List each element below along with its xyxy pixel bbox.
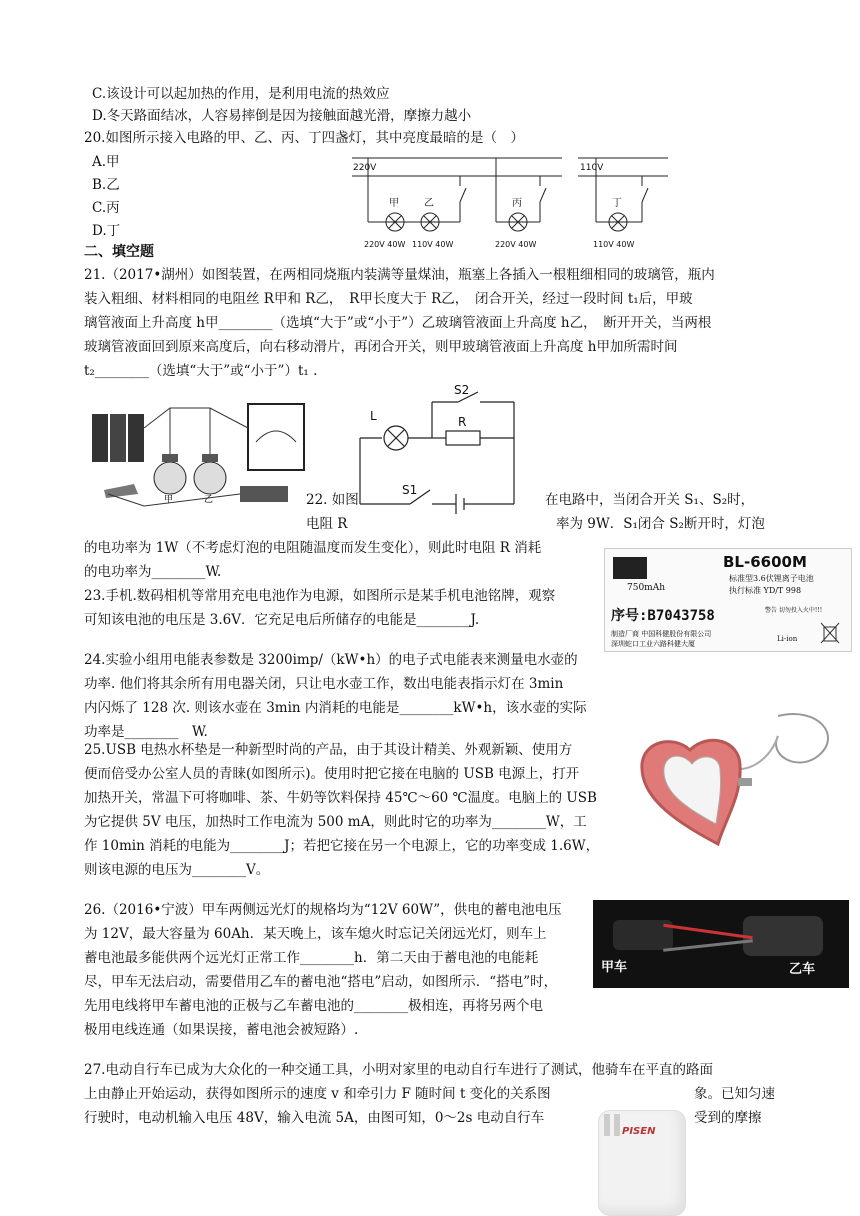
battery-warning: 警告 切勿投入火中!!!	[765, 607, 823, 614]
q20-rating-jia: 220V 40W	[364, 240, 406, 249]
q24-line-3: 内闪烁了 128 次. 则该水壶在 3min 内消耗的电能是________kW•h，该水壶的实际	[84, 700, 587, 716]
q21-line-4: 玻璃管液面回到原来高度后，向右移动滑片，再闭合开关，则甲玻璃管液面上升高度 h甲加所需时间	[84, 339, 678, 355]
q20-option-d: D.丁	[92, 223, 121, 239]
battery-type: 标准型3.6伏锂离子电池	[729, 574, 814, 583]
battery-standard: 执行标准 YD/T 998	[729, 586, 802, 595]
q21-line-3: 璃管液面上升高度 h甲________（选填“大于”或“小于”）乙玻璃管液面上升高度 h乙， 断开开关，当两根	[84, 315, 712, 331]
q22-fig-s1: S1	[402, 483, 418, 497]
q22-circuit-figure	[350, 380, 525, 514]
q20-rating-yi: 110V 40W	[412, 240, 454, 249]
photo-label-jia-car: 甲车	[601, 960, 628, 975]
car-jump-start-photo	[593, 900, 849, 988]
usb-charger-figure	[594, 1104, 690, 1214]
battery-logo-icon	[613, 557, 647, 579]
battery-maker: 制造厂商 中国科健股份有限公司	[611, 630, 712, 638]
q20-option-c: C.丙	[92, 200, 120, 216]
q25-line-1: 25.USB 电热水杯垫是一种新型时尚的产品，由于其设计精美、外观新颖、使用方	[84, 742, 573, 758]
q21-apparatus-figure	[84, 398, 316, 514]
q20-stem: 20.如图所示接入电路的甲、乙、丙、丁四盏灯，其中亮度最暗的是（ ）	[84, 130, 524, 146]
q22-fig-l: L	[370, 409, 377, 423]
q26-line-3: 蓄电池最多能供两个远光灯正常工作________h．第二天由于蓄电池的电能耗	[84, 950, 539, 966]
battery-recycle: Li-ion	[777, 635, 798, 643]
q21-line-2: 装入粗细、材料相同的电阻丝 R甲和 R乙， R甲长度大于 R乙， 闭合开关，经过一段时间 t₁后，甲玻	[84, 291, 693, 307]
q20-fig-220v: 220V	[353, 163, 377, 173]
photo-label-yi-car: 乙车	[789, 962, 816, 977]
q25-line-5: 作 10min 消耗的电能为________J；若把它接在另一个电源上，它的功率变成 1.6W，	[84, 838, 600, 854]
q20-lamp-jia: 甲	[389, 198, 399, 209]
q20-rating-ding: 110V 40W	[593, 240, 635, 249]
q26-line-6: 极用电线连通（如果误接，蓄电池会被短路）.	[84, 1022, 359, 1038]
q22-line-1a: 22. 如图	[306, 492, 359, 508]
q19-option-c: C.该设计可以起加热的作用，是利用电流的热效应	[92, 86, 390, 102]
battery-serial: 序号:B7043758	[611, 608, 715, 624]
q23-line-1: 23.手机.数码相机等常用充电电池作为电源，如图所示是某手机电池铭牌，观察	[84, 588, 556, 604]
q24-line-2: 功率. 他们将其余所有用电器关闭，只让电水壶工作，数出电能表指示灯在 3min	[84, 676, 564, 692]
q23-line-2: 可知该电池的电压是 3.6V．它充足电后所储存的电能是________J.	[84, 612, 480, 628]
q19-option-d: D.冬天路面结冰，人容易摔倒是因为接触面越光滑，摩擦力越小	[92, 108, 472, 124]
q20-circuit-figure	[350, 150, 670, 255]
q20-rating-bing: 220V 40W	[495, 240, 537, 249]
section-title: 二、填空题	[84, 244, 154, 260]
usb-cup-mat-figure	[628, 706, 850, 856]
q26-line-4: 尽，甲车无法启动，需要借用乙车的蓄电池“搭电”启动，如图所示．“搭电”时，	[84, 974, 558, 990]
q27-line-3a: 行驶时，电动机输入电压 48V，输入电流 5A，由图可知，0～2s 电动自行车	[84, 1110, 545, 1126]
q24-line-1: 24.实验小组用电能表参数是 3200imp/（kW•h）的电子式电能表来测量电水壶的	[84, 652, 578, 668]
q22-fig-r: R	[458, 415, 467, 429]
q22-line-2b: 率为 9W．S₁闭合 S₂断开时，灯泡	[556, 516, 765, 532]
q21-fig-yi: 乙	[204, 495, 214, 505]
q20-lamp-yi: 乙	[424, 198, 434, 209]
q21-line-1: 21.（2017•湖州）如图装置，在两相同烧瓶内装满等量煤油，瓶塞上各插入一根粗细相同的玻璃管，瓶内	[84, 267, 715, 283]
q27-line-3b: 受到的摩擦	[694, 1110, 762, 1126]
q24-line-4: 功率是________ W.	[84, 724, 208, 740]
q20-option-b: B.乙	[92, 177, 120, 193]
q20-lamp-ding: 丁	[612, 198, 622, 209]
q27-line-2b: 象。已知匀速	[694, 1086, 775, 1102]
q20-option-a: A.甲	[92, 154, 120, 170]
q25-line-3: 加热开关，常温下可将咖啡、茶、牛奶等饮料保持 45℃～60 ℃温度。电脑上的 USB	[84, 790, 597, 806]
battery-address: 深圳蛇口工业六路科健大厦	[611, 640, 695, 648]
battery-model: BL-6600M	[723, 553, 807, 571]
q22-line-4: 的电功率为________W.	[84, 564, 222, 580]
q25-line-6: 则该电源的电压为________V。	[84, 862, 270, 878]
q26-line-1: 26.（2016•宁波）甲车两侧远光灯的规格均为“12V 60W”，供电的蓄电池电压	[84, 902, 562, 918]
q27-line-1: 27.电动自行车已成为大众化的一种交通工具，小明对家里的电动自行车进行了测试，他骑车在平直的路面	[84, 1062, 713, 1078]
q22-fig-s2: S2	[454, 383, 470, 397]
charger-brand: PISEN	[622, 1126, 656, 1137]
q21-line-5: t₂________（选填“大于”或“小于”）t₁ .	[84, 363, 318, 379]
q22-line-3: 的电功率为 1W（不考虑灯泡的电阻随温度而发生变化），则此时电阻 R 消耗	[84, 540, 542, 556]
q22-line-2a: 电阻 R	[306, 516, 348, 532]
bin-crossed-icon	[819, 621, 841, 645]
q26-line-2: 为 12V，最大容量为 60Ah．某天晚上，该车熄火时忘记关闭远光灯，则车上	[84, 926, 547, 942]
q26-line-5: 先用电线将甲车蓄电池的正极与乙车蓄电池的________极相连，再将另两个电	[84, 998, 543, 1014]
q27-line-2a: 上由静止开始运动，获得如图所示的速度 v 和牵引力 F 随时间 t 变化的关系图	[84, 1086, 551, 1102]
q21-fig-jia: 甲	[164, 495, 174, 505]
battery-label-figure	[604, 548, 852, 652]
battery-capacity: 750mAh	[627, 583, 666, 593]
q25-line-4: 为它提供 5V 电压，加热时工作电流为 500 mA，则此时它的功率为________W，工	[84, 814, 587, 830]
q20-fig-110v: 110V	[580, 163, 604, 173]
q25-line-2: 便而倍受办公室人员的青睐(如图所示)。使用时把它接在电脑的 USB 电源上，打开	[84, 766, 580, 782]
q22-line-1b: 在电路中，当闭合开关 S₁、S₂时，	[545, 492, 755, 508]
q20-lamp-bing: 丙	[512, 198, 522, 209]
